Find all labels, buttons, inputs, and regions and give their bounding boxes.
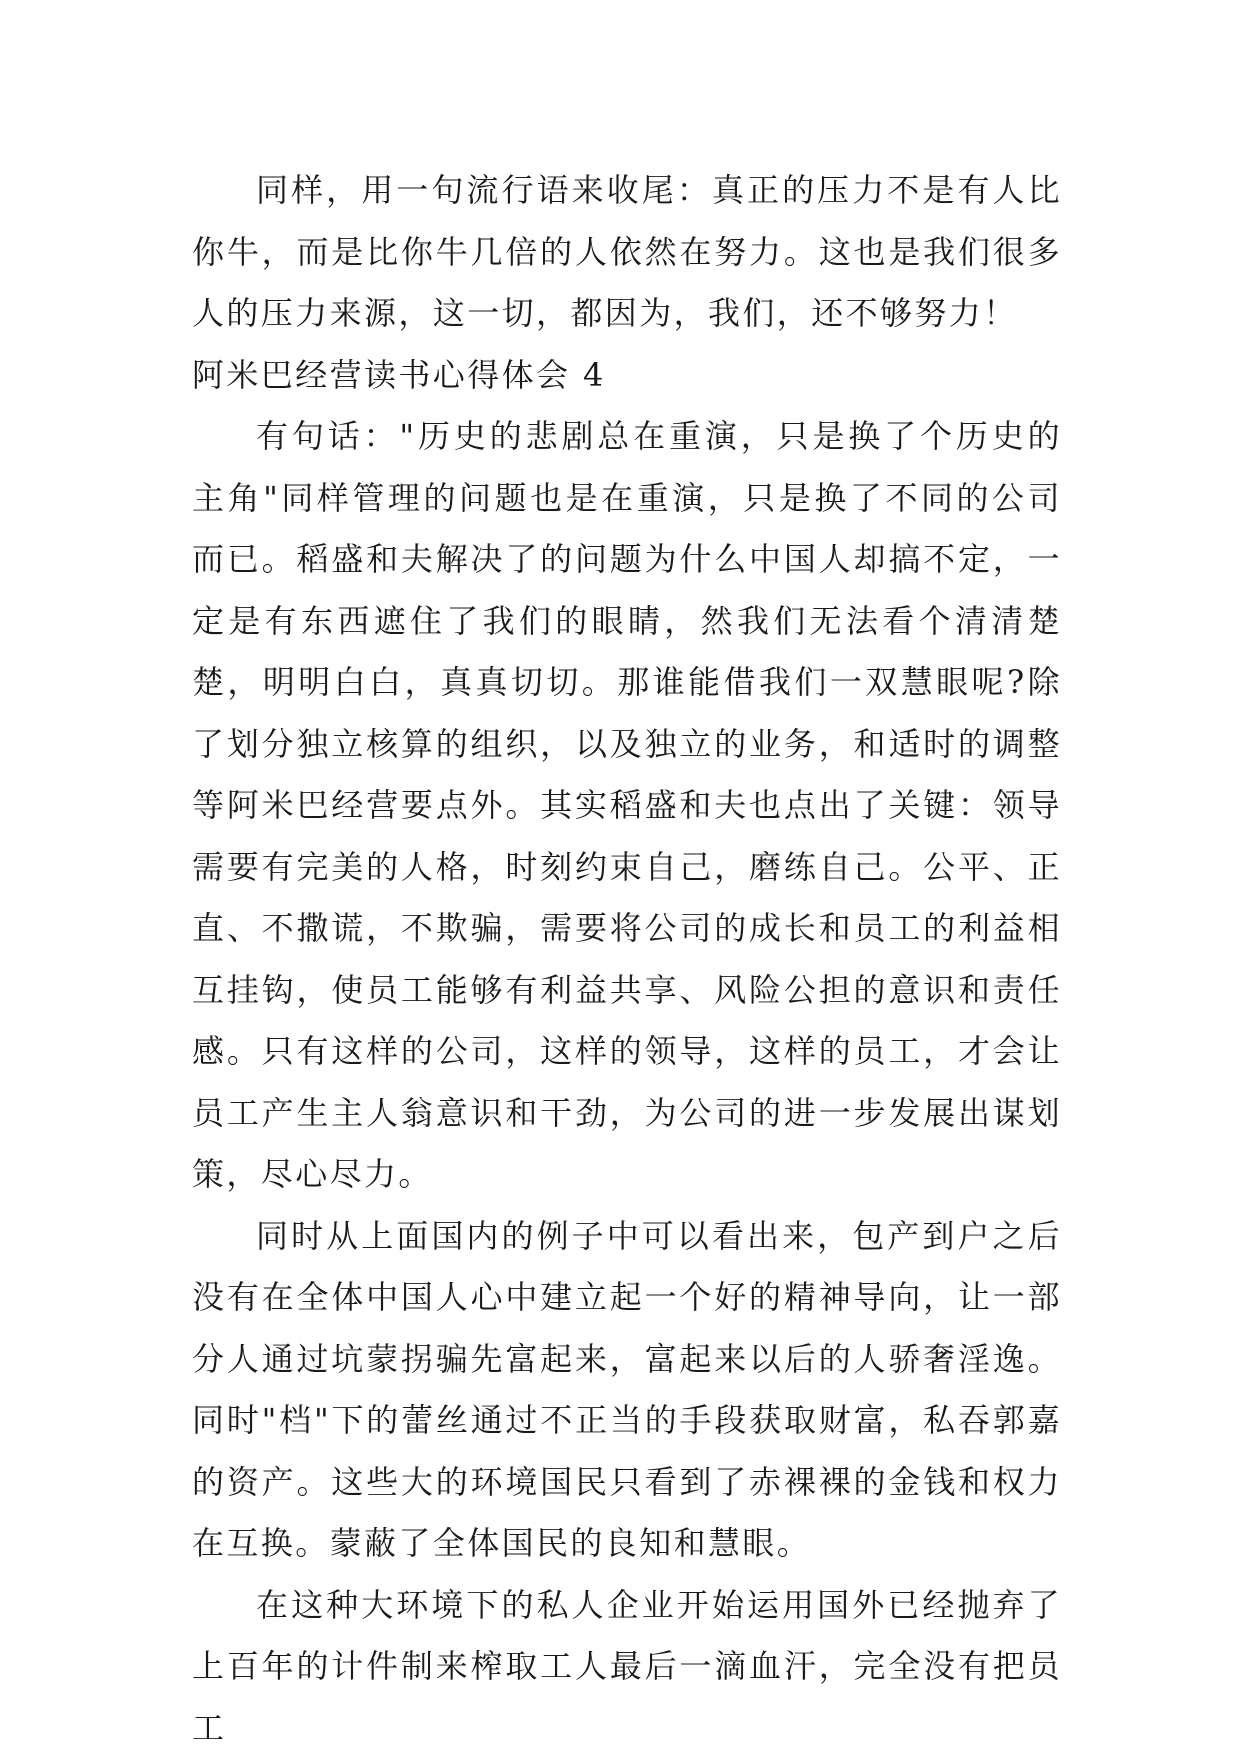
section-title: 阿米巴经营读书心得体会 4 — [192, 345, 1062, 407]
paragraph-private-enterprise: 在这种大环境下的私人企业开始运用国外已经抛弃了上百年的计件制来榨取工人最后一滴血汗，完全没有把员工 — [192, 1575, 1062, 1759]
paragraph-management: 有句话："历史的悲剧总在重演，只是换了个历史的主角"同样管理的问题也是在重演，只是换了不同的公司而已。稻盛和夫解决了的问题为什么中国人却搞不定，一定是有东西遮住了我们的眼睛，然我们无法看个清清楚楚，明明白白，真真切切。那谁能借我们一双慧眼呢?除了划分独立核算的组织，以及独立的业务，和适时的调整等阿米巴经营要点外。其实稻盛和夫也点出了关键：领导需要有完美的人格，时刻约束自己，磨练自己。公平、正直、不撒谎，不欺骗，需要将公司的成长和员工的利益相互挂钩，使员工能够有利益共享、风险公担的意识和责任感。只有这样的公司，这样的领导，这样的员工，才会让员工产生主人翁意识和干劲，为公司的进一步发展出谋划策，尽心尽力。 — [192, 406, 1062, 1206]
document-body — [192, 160, 1062, 1759]
paragraph-closing: 同样，用一句流行语来收尾：真正的压力不是有人比你牛，而是比你牛几倍的人依然在努力。这也是我们很多人的压力来源，这一切，都因为，我们，还不够努力！ — [192, 160, 1062, 345]
paragraph-domestic-example: 同时从上面国内的例子中可以看出来，包产到户之后没有在全体中国人心中建立起一个好的精神导向，让一部分人通过坑蒙拐骗先富起来，富起来以后的人骄奢淫逸。同时"档"下的蕾丝通过不正当的手段获取财富，私吞郭嘉的资产。这些大的环境国民只看到了赤裸裸的金钱和权力在互换。蒙蔽了全体国民的良知和慧眼。 — [192, 1206, 1062, 1575]
